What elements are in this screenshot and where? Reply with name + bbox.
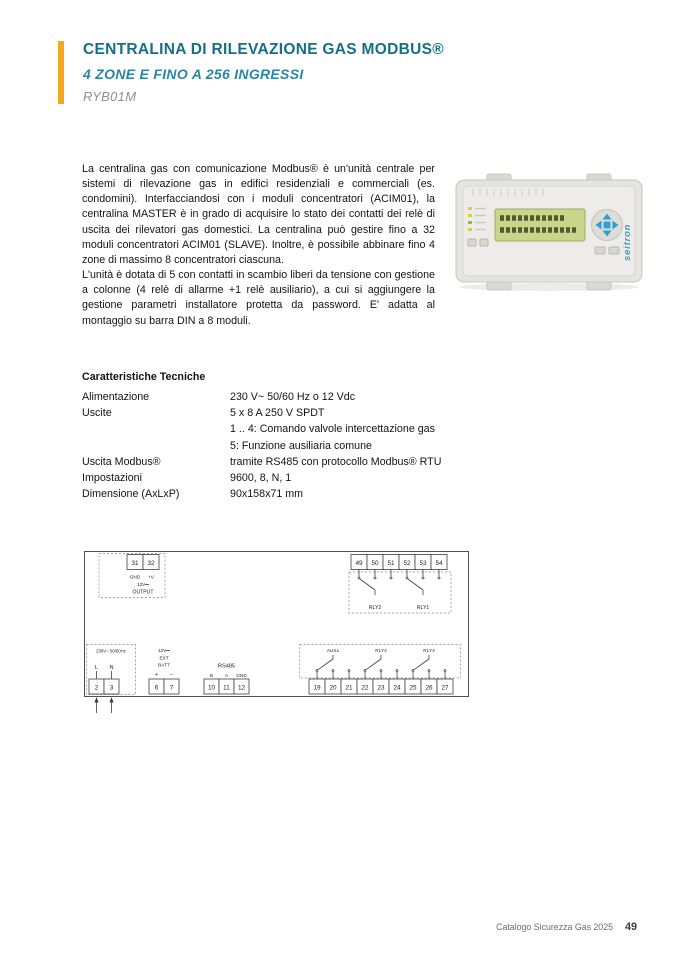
terminal-number: 54	[435, 559, 443, 567]
page-footer	[496, 921, 637, 933]
device-photo-graphic	[453, 173, 645, 293]
mains-arrows	[94, 697, 113, 713]
spec-row	[82, 470, 441, 486]
spec-label: Uscite	[82, 407, 112, 420]
terminal-number: 12	[237, 684, 246, 692]
technical-specs	[82, 371, 441, 502]
terminal-number: 51	[387, 559, 395, 567]
output-supply-label: 12V⎓	[136, 582, 150, 587]
terminal-number: 11	[223, 684, 230, 692]
header-text	[83, 41, 444, 104]
wiring-diagram	[84, 551, 470, 715]
relay-symbol-rly2	[358, 570, 392, 596]
intro-paragraph-2: L'unità è dotata di 5 con contatti in scambio liberi da tensione con gestione a colonne (4 relè di allarme +1 relè ausiliario), a cui si aggiungere la gestione parametri installatore protetta da password. E' adatta al montaggio su barra DIN a 8 moduli.	[82, 269, 435, 327]
relay-name: RLY1	[416, 605, 430, 611]
terminal-number: 19	[313, 684, 321, 692]
terminal-number: 2	[94, 684, 99, 692]
dpad-center-button	[604, 222, 611, 229]
catalog-name: Catalogo Sicurezza Gas 2025	[496, 922, 613, 932]
output-v-label: +V	[148, 574, 154, 580]
product-title: CENTRALINA DI RILEVAZIONE GAS MODBUS®	[83, 41, 444, 58]
spec-value: 90x158x71 mm	[230, 488, 304, 501]
line-label: L	[94, 665, 99, 671]
spec-row	[82, 421, 441, 437]
page-number: 49	[624, 921, 637, 933]
terminal-number: 24	[393, 684, 401, 692]
terminal-number: 53	[419, 559, 427, 567]
terminal-number: 20	[329, 684, 337, 692]
rs485-label: RS485	[217, 663, 236, 670]
terminal-number: 26	[425, 684, 433, 692]
terminal-number: 23	[377, 684, 385, 692]
relay-name: RLY4	[375, 648, 387, 653]
terminal-number: 27	[441, 684, 449, 692]
relay-symbol-rly3	[412, 655, 446, 679]
spec-value: 230 V~ 50/60 Hz o 12 Vdc	[230, 391, 356, 403]
device-outline	[85, 552, 469, 697]
output-gnd-label: GND	[129, 574, 141, 580]
spec-row	[82, 389, 441, 405]
battery-batt-label: BATT	[158, 662, 170, 668]
spec-row	[82, 486, 441, 502]
relay-symbol-rly1	[406, 570, 440, 596]
spec-value: 9600, 8, N, 1	[230, 472, 292, 485]
battery-minus-label: −	[169, 672, 174, 678]
navigation-dpad	[592, 210, 623, 241]
spec-value: 5: Funzione ausiliaria comune	[230, 439, 372, 452]
battery-supply-label: 12V⎓	[157, 648, 171, 653]
bottom-relays-block	[300, 645, 461, 695]
terminal-number: 3	[109, 684, 114, 692]
terminal-number: 31	[131, 559, 139, 567]
product-subtitle: 4 ZONE E FINO A 256 INGRESSI	[83, 66, 304, 82]
brand-logo: seitron	[622, 223, 633, 261]
product-photo	[453, 173, 645, 293]
output-block	[99, 554, 165, 598]
terminal-number: 6	[154, 684, 159, 692]
spec-value: 5 x 8 A 250 V SPDT	[230, 407, 325, 420]
device-shadow	[459, 283, 639, 291]
spec-value: tramite RS485 con protocollo Modbus® RTU	[230, 455, 442, 468]
spec-value: 1 .. 4: Comando valvole intercettazione gas	[230, 423, 435, 436]
terminal-number: 52	[403, 559, 411, 567]
product-model: RYB01M	[83, 89, 137, 104]
spec-label	[82, 421, 230, 437]
spec-label: Uscita Modbus®	[82, 455, 161, 468]
specs-heading: Caratteristiche Tecniche	[82, 371, 206, 383]
relay-symbol-rly4	[364, 655, 398, 679]
rs485-block	[204, 664, 249, 695]
terminal-number: 7	[169, 684, 174, 692]
accent-bar	[58, 41, 64, 104]
relay-name: RLY2	[368, 605, 382, 611]
rs485-a-label: A	[224, 673, 229, 678]
spec-row	[82, 405, 441, 421]
relay-name: RLY3	[423, 648, 435, 653]
relay-name: AUX1	[326, 648, 340, 653]
rs485-b-label: B	[209, 673, 214, 678]
spec-label: Dimensione (AxLxP)	[82, 488, 180, 501]
output-name-label: OUTPUT	[132, 589, 154, 596]
terminal-number: 25	[409, 684, 417, 692]
lcd-display	[495, 209, 585, 241]
relay-symbol-aux1	[316, 655, 350, 679]
spec-row	[82, 454, 441, 470]
spec-label: Alimentazione	[82, 391, 150, 403]
spec-label: Impostazioni	[82, 472, 142, 485]
spec-label	[82, 438, 230, 454]
top-relays-block	[349, 555, 451, 614]
intro-text	[82, 162, 435, 329]
terminal-number: 50	[371, 559, 379, 567]
terminal-number: 49	[355, 559, 363, 567]
battery-ext-label: EXT	[159, 655, 169, 661]
terminal-number: 22	[361, 684, 369, 692]
terminal-number: 10	[207, 684, 216, 692]
page-header	[58, 41, 444, 104]
neutral-label: N	[109, 665, 114, 671]
terminal-number: 21	[345, 684, 353, 692]
terminal-number: 32	[147, 559, 155, 567]
rs485-gnd-label: GND	[236, 673, 247, 678]
mains-label: 230V~ 50/60Hz	[96, 648, 126, 654]
battery-block	[149, 648, 179, 694]
intro-paragraph-1: La centralina gas con comunicazione Modbus® è un'unità centrale per sistemi di rilevazione gas in edifici residenziali e commerciali (es. condomini). Interfacciandosi con i moduli concentratori (ACIM01), la centralina MASTER è in grado di acquisire lo stato dei contatti dei relè di uscita dei rilevatori gas domestici. La centralina può gestire fino a 32 moduli concentratori ACIM01 (SLAVE). Inoltre, è possibile abbinare fino 4 zone di massimo 8 concentratori ciascuna.	[82, 163, 435, 266]
battery-plus-label: +	[154, 672, 159, 678]
power-input-block	[87, 645, 136, 714]
spec-row	[82, 438, 441, 454]
